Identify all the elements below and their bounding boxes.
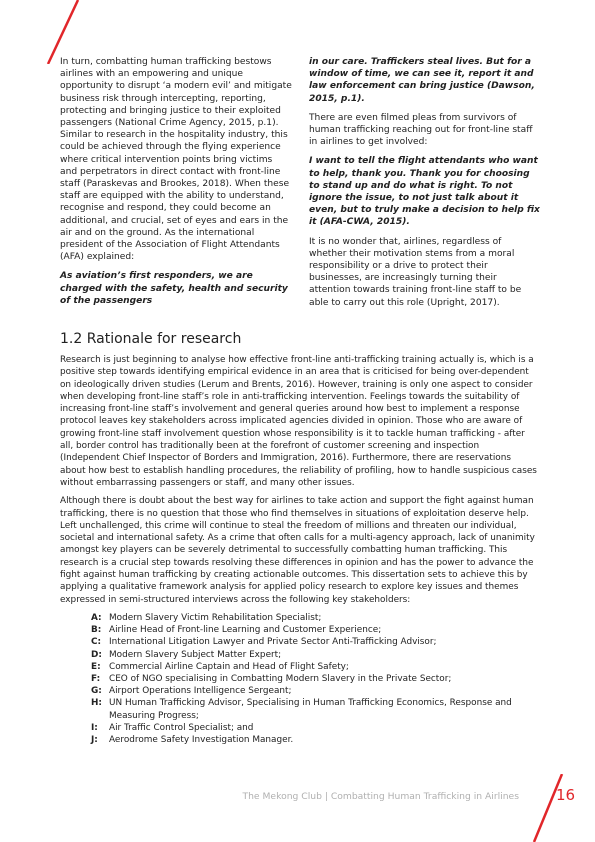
stakeholder-item <box>91 636 538 648</box>
stakeholder-item <box>91 697 538 721</box>
intro-paragraph: In turn, combatting human trafficking bestows airlines with an empowering and unique opportunity to disrupt ‘a modern evil’ and mitigate business risk through intercepting, reporting, protecting and bringing justice to their exploited passengers (National Crime Agency, 2015, p.1). Similar to research in the hospitality industry, this could be achieved through the flying experience where critical intervention points bring victims and perpetrators in direct contact with front-line staff (Paraskevas and Brookes, 2018). When these staff are equipped with the ability to understand, recognise and respond, they could become an additional, and crucial, set of eyes and ears in the air and on the ground. As the international president of the Association of Flight Attendants (AFA) explained: <box>60 57 292 263</box>
afa-quote-start: As aviation’s first responders, we are charged with the safety, health and security of the passengers <box>60 271 288 306</box>
footer-title: The Mekong Club | Combatting Human Trafficking in Airlines <box>242 791 519 802</box>
stakeholder-text: Airport Operations Intelligence Sergeant; <box>109 686 292 697</box>
stakeholder-text: Aerodrome Safety Investigation Manager. <box>109 734 294 745</box>
stakeholder-key: G: <box>91 686 102 697</box>
bottom-right-stripe <box>528 774 568 842</box>
stakeholder-item <box>91 661 538 673</box>
rationale-paragraph-1: Research is just beginning to analyse how effective front-line anti-trafficking training actually is, which is a positive step towards identifying empirical evidence in an area that is criticised for being over-dependent on ideologically driven studies (Lerum and Brents, 2016). However, training is only one aspect to consider when developing front-line staff’s role in anti-trafficking intervention. Feelings towards the suitability of increasing front-line staff’s involvement and general queries around how best to implement a response protocol leaves key stakeholders across implicated agencies divided in opinion. Those who are aware of growing front-line staff involvement question whose responsibility is it to tackle human trafficking - after all, border control has traditionally been at the forefront of customer screening and inspection (Independent Chief Inspector of Borders and Immigration, 2016). Furthermore, there are reservations about how best to establish handling procedures, the reliability of profiling, how to handle suspicious cases without embarrassing passengers or staff, and many other issues. <box>60 355 537 488</box>
stakeholder-text: UN Human Trafficking Advisor, Specialising in Human Trafficking Economics, Response and Measuring Progress; <box>109 698 512 721</box>
stakeholder-item <box>91 685 538 697</box>
stakeholder-item <box>91 722 538 734</box>
stakeholder-list <box>60 612 538 746</box>
stakeholder-text: International Litigation Lawyer and Private Sector Anti-Trafficking Advisor; <box>109 637 437 648</box>
stakeholder-text: CEO of NGO specialising in Combatting Modern Slavery in the Private Sector; <box>109 673 452 684</box>
stakeholder-item <box>91 649 538 661</box>
survivor-quote: I want to tell the flight attendants who want to help, thank you. Thank you for choosing to stand up and do what is right. To not ignore the issue, to not just talk about it even, but to truly make a decision to help fix it (AFA-CWA, 2015). <box>309 156 540 228</box>
section-title: 1.2 Rationale for research <box>60 331 242 347</box>
stakeholder-text: Commercial Airline Captain and Head of Flight Safety; <box>109 661 349 672</box>
rationale-paragraph-2: Although there is doubt about the best way for airlines to take action and support the fight against human trafficking, there is no question that those who find themselves in situations of exploitation deserve help. Left unchallenged, this crime will continue to steal the freedom of millions and threaten our individual, societal and international safety. As a crime that often calls for a multi-agency approach, lack of unanimity amongst key players can be severely detrimental to successfully combatting human trafficking. This research is a crucial step towards resolving these differences in opinion and has the power to advance the fight against human trafficking by creating actionable outcomes. This dissertation sets to achieve this by applying a qualitative framework analysis for applied policy research to explore key issues and themes expressed in semi-structured interviews across the following key stakeholders: <box>60 496 535 605</box>
stakeholder-key: C: <box>91 637 102 648</box>
page-number: 16 <box>556 786 576 804</box>
stakeholder-text: Air Traffic Control Specialist; and <box>109 722 254 733</box>
stakeholder-key: J: <box>91 734 98 745</box>
stakeholder-key: H: <box>91 698 102 709</box>
stakeholder-item <box>91 612 538 624</box>
stakeholder-item <box>91 624 538 636</box>
left-column <box>60 56 292 314</box>
survivors-paragraph: There are even filmed pleas from survivors of human trafficking reaching out for front-line staff in airlines to get involved: <box>309 112 533 148</box>
stakeholder-item <box>91 673 538 685</box>
top-left-stripe <box>42 0 82 64</box>
afa-quote-continued: in our care. Traffickers steal lives. But for a window of time, we can see it, report it and law enforcement can bring justice (Dawson, 2015, p.1). <box>309 57 535 104</box>
stakeholder-item <box>91 734 538 746</box>
stakeholder-key: I: <box>91 722 98 733</box>
stakeholder-text: Modern Slavery Victim Rehabilitation Specialist; <box>109 612 322 623</box>
stakeholder-key: B: <box>91 625 102 636</box>
rationale-body <box>60 354 538 746</box>
stakeholder-key: E: <box>91 661 101 672</box>
stakeholder-key: F: <box>91 673 101 684</box>
stakeholder-text: Airline Head of Front-line Learning and Customer Experience; <box>109 625 382 636</box>
stakeholder-text: Modern Slavery Subject Matter Expert; <box>109 649 282 660</box>
airlines-paragraph: It is no wonder that, airlines, regardless of whether their motivation stems from a moral responsibility or a drive to protect their businesses, are increasingly turning their attention towards training front-line staff to be able to carry out this role (Upright, 2017). <box>309 236 522 308</box>
stakeholder-key: A: <box>91 612 102 623</box>
right-column <box>309 56 540 316</box>
stakeholder-key: D: <box>91 649 102 660</box>
